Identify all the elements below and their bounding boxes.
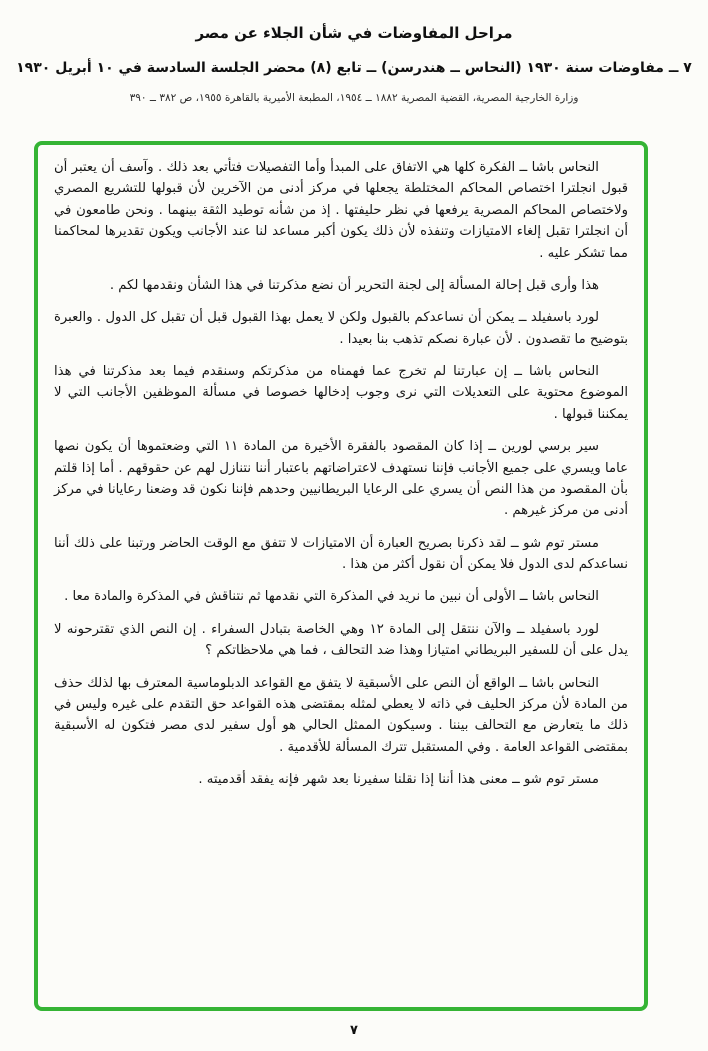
dialogue-paragraph: لورد باسفيلد ــ يمكن أن نساعدكم بالقبول ولكن لا يعمل بهذا القبول قبل أن تقبل كل الدول . والعبرة بتوضيح ما تقصدون . لأن عبارة نصكم تذهب بنا بعيدا .	[54, 310, 628, 347]
dialogue-paragraph: النحاس باشا ــ الأولى أن نبين ما نريد في المذكرة التي نقدمها ثم نتناقش في المذكرة والمادة معا .	[64, 589, 599, 605]
source-citation: وزارة الخارجية المصرية، القضية المصرية ١٨٨٢ ــ ١٩٥٤، المطبعة الأميرية بالقاهرة ١٩٥٥، ص ٣٨٢ ــ ٣٩٠	[129, 92, 579, 104]
dialogue-paragraph: هذا وأرى قبل إحالة المسألة إلى لجنة التحرير أن نضع مذكرتنا في هذا الشأن ونقدمها لكم .	[109, 277, 599, 293]
document-subtitle: ٧ ــ مفاوضات سنة ١٩٣٠ (النحاس ــ هندرسن) ــ تابع (٨) محضر الجلسة السادسة في ١٠ أبريل ١٩٣٠	[16, 60, 692, 76]
page-header	[0, 0, 708, 104]
dialogue-paragraph: النحاس باشا ــ الفكرة كلها هي الاتفاق على المبدأ وأما التفصيلات فتأتي بعد ذلك . وآسف أن يعتبر أن قبول انجلترا اختصاص المحاكم المختلطة يجعلها في مركز أدنى من الآخرين لأن قبولها للتشريع المصري ولاختصاص المحاكم المصرية يرفعها في نظر حليفتها . إذ من شأنه توطيد الثقة بينهما . ونحن طامعون في أن انجلترا تقبل إلغاء الامتيازات وتنفذه لأن ذلك يكون أكبر مساعد لنا عند الأجانب ويكون تقديرها لمحاكمنا مما تشكر عليه .	[54, 160, 628, 261]
dialogue-paragraph: سير برسي لورين ــ إذا كان المقصود بالفقرة الأخيرة من المادة ١١ التي وضعتموها أن يكون نصها عاما ويسري على جميع الأجانب فإننا نستهدف لاعتراضاتهم باعتبار أننا نتنازل لهم عن حقوقهم . أما إذا قلتم بأن المقصود من هذا النص أن يسري على الرعايا البريطانيين وحدهم فإننا نكون قد وضعنا رعايانا في مركز أدنى من مركز غيرهم .	[54, 439, 628, 519]
page-number: ٧	[350, 1023, 358, 1038]
dialogue-paragraph: النحاس باشا ــ الواقع أن النص على الأسبقية لا يتفق مع القواعد الدبلوماسية المعترف بها لذلك حذف من المادة لأن مركز الحليف في ذاته لا يعطي لمثله بمقتضى هذه القواعد حق التقدم على غيره وليس في ذلك ما يتعارض مع التحالف بيننا . وسيكون الممثل الحالي هو أول سفير لدى مصر فتكون له الأسبقية بمقتضى القواعد العامة . وفي المستقبل تترك المسألة للأقدمية .	[54, 675, 628, 755]
dialogue-paragraph: مستر توم شو ــ معنى هذا أننا إذا نقلنا سفيرنا بعد شهر فإنه يفقد أقدميته .	[198, 772, 599, 787]
document-title: مراحل المفاوضات في شأن الجلاء عن مصر	[195, 24, 513, 42]
highlighted-text-box	[34, 141, 648, 1011]
dialogue-paragraph: مستر توم شو ــ لقد ذكرنا بصريح العبارة أن الامتيازات لا تتفق مع الوقت الحاضر ورتبنا على ذلك أننا نساعدكم لدى الدول فلا يمكن أن نقول أكثر من هذا .	[54, 535, 628, 572]
dialogue-paragraph: النحاس باشا ــ إن عبارتنا لم تخرج عما فهمناه من مذكرتكم وسنقدم فيما بعد مذكرتنا في هذا الموضوع محتوية على التعديلات التي نرى وجوب إدخالها خصوصا في مسألة الموظفين الأجانب التي لا يمكننا قبولها .	[54, 364, 628, 422]
dialogue-paragraph: لورد باسفيلد ــ والآن ننتقل إلى المادة ١٢ وهي الخاصة بتبادل السفراء . إن النص الذي تقترحونه لا يدل على أن للسفير البريطاني امتيازا وهذا ضد التحالف ، فما هي ملاحظاتكم ؟	[54, 621, 628, 659]
